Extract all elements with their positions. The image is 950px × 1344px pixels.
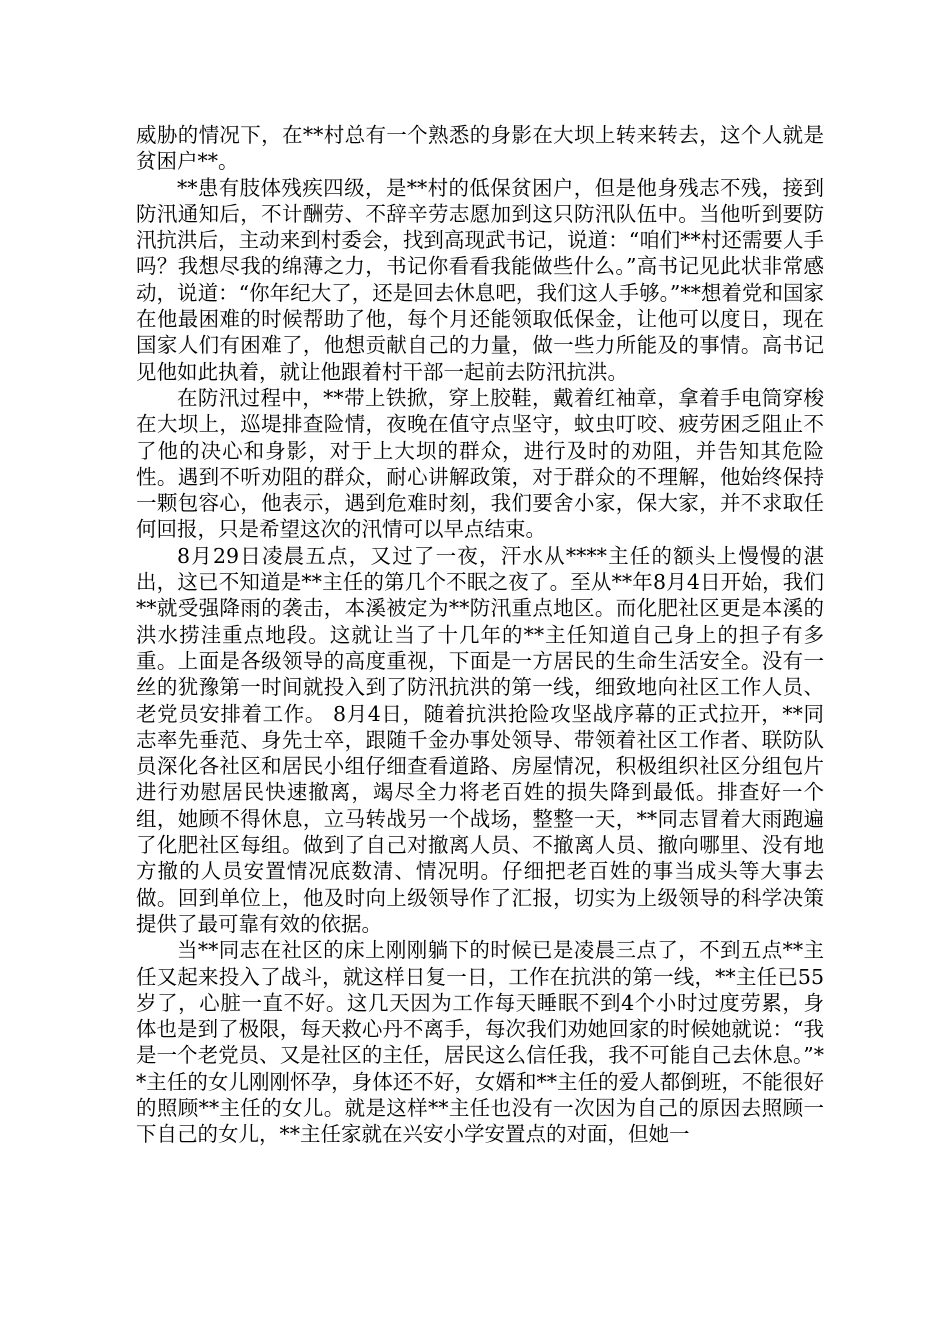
paragraph-2: **患有肢体残疾四级，是**村的低保贫困户，但是他身残志不残，接到防汛通知后，不计酬劳、不辞辛劳志愿加到这只防汛队伍中。当他听到要防汛抗洪后，主动来到村委会，找到高现武书记，说道：“咱们**村还需要人手吗？我想尽我的绵薄之力，书记你看看我能做些什么。”高书记见此状非常感动，说道：“你年纪大了，还是回去休息吧，我们这人手够。”**想着党和国家在他最困难的时候帮助了他，每个月还能领取低保金，让他可以度日，现在国家人们有困难了，他想贡献自己的力量，做一些力所能及的事情。高书记见他如此执着，就让他跟着村干部一起前去防汛抗洪。 [136, 175, 824, 384]
document-body [136, 122, 824, 1148]
paragraph-5: 当**同志在社区的床上刚刚躺下的时候已是凌晨三点了，不到五点**主任又起来投入了战斗，就这样日复一日，工作在抗洪的第一线，**主任已55岁了，心脏一直不好。这几天因为工作每天睡眠不到4个小时过度劳累，身体也是到了极限，每天救心丹不离手，每次我们劝她回家的时候她就说：“我是一个老党员、又是社区的主任，居民这么信任我，我不可能自己去休息。”**主任的女儿刚刚怀孕，身体还不好，女婿和**主任的爱人都倒班，不能很好的照顾**主任的女儿。就是这样**主任也没有一次因为自己的原因去照顾一下自己的女儿，**主任家就在兴安小学安置点的对面，但她一 [136, 938, 824, 1147]
paragraph-1: 威胁的情况下，在**村总有一个熟悉的身影在大坝上转来转去，这个人就是贫困户**。 [136, 123, 824, 174]
paragraph-4: 8月29日凌晨五点，又过了一夜，汗水从****主任的额头上慢慢的湛出，这已不知道是**主任的第几个不眠之夜了。至从**年8月4日开始，我们**就受强降雨的袭击，本溪被定为**防汛重点地区。而化肥社区更是本溪的洪水捞洼重点地段。这就让当了十几年的**主任知道自己身上的担子有多重。上面是各级领导的高度重视，下面是一方居民的生命生活安全。没有一丝的犹豫第一时间就投入到了防汛抗洪的第一线，细致地向社区工作人员、老党员安排着工作。 8月4日，随着抗洪抢险攻坚战序幕的正式拉开，**同志率先垂范、身先士卒，跟随千金办事处领导、带领着社区工作者、联防队员深化各社区和居民小组仔细查看道路、房屋情况，积极组织社区分组包片进行劝慰居民快速撤离，竭尽全力将老百姓的损失降到最低。排查好一个组，她顾不得休息，立马转战另一个战场，整整一天，**同志冒着大雨跑遍了化肥社区每组。做到了自己对撤离人员、不撤离人员、撤向哪里、没有地方撤的人员安置情况底数清、情况明。仔细把老百姓的事当成头等大事去做。回到单位上，他及时向上级领导作了汇报，切实为上级领导的科学决策提供了最可靠有效的依据。 [136, 543, 824, 936]
paragraph-3: 在防汛过程中，**带上铁掀，穿上胶鞋，戴着红袖章，拿着手电筒穿梭在大坝上，巡堤排查险情，夜晚在值守点坚守，蚊虫叮咬、疲劳困乏阻止不了他的决心和身影，对于上大坝的群众，进行及时的劝阻，并告知其危险性。遇到不听劝阻的群众，耐心讲解政策，对于群众的不理解，他始终保持一颗包容心，他表示，遇到危难时刻，我们要舍小家，保大家，并不求取任何回报，只是希望这次的汛情可以早点结束。 [136, 385, 824, 542]
